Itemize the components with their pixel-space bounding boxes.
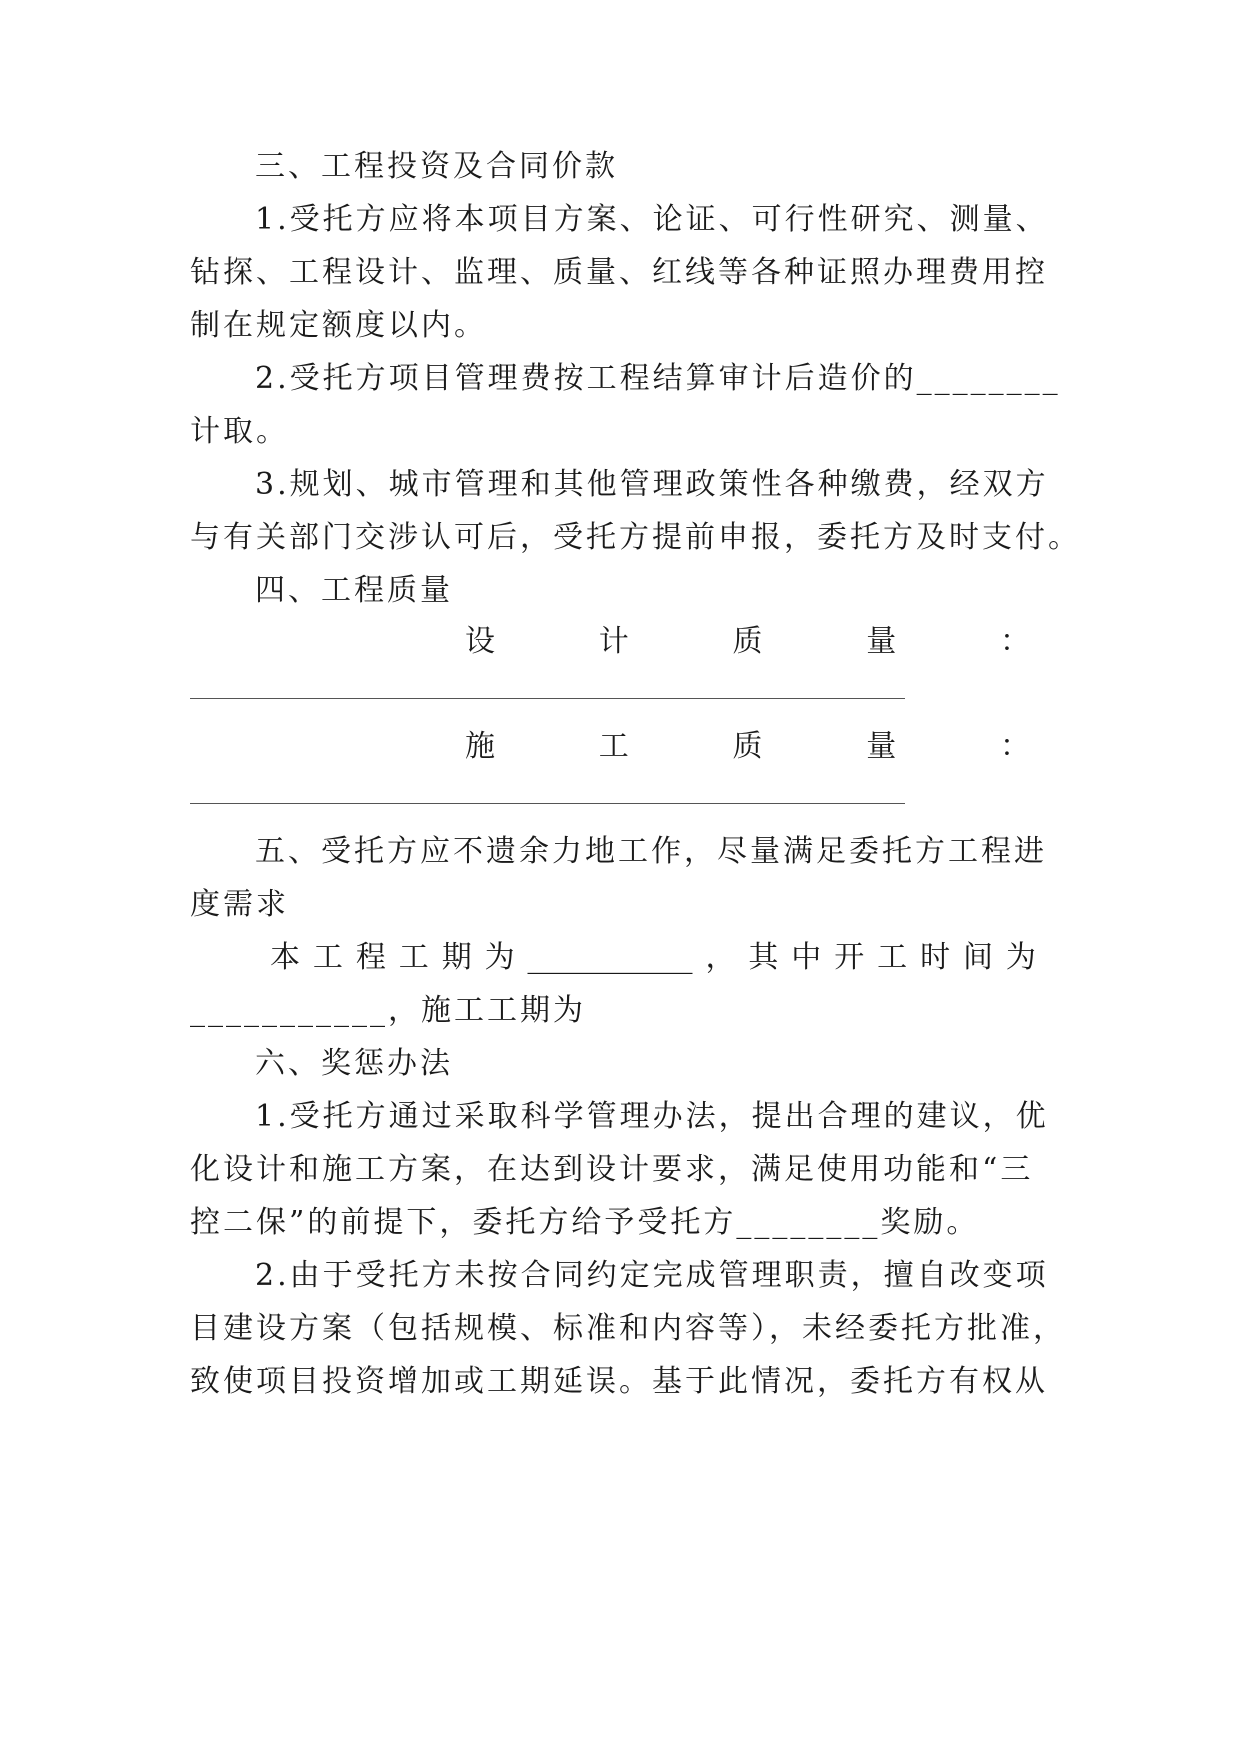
- design-quality-label: [465, 622, 1030, 662]
- section-6-item-1-line-2: 化设计和施工方案，在达到设计要求，满足使用功能和“三: [190, 1152, 1034, 1187]
- construction-quality-char: 质: [732, 729, 763, 764]
- section-3-item-2-line-2: 计取。: [190, 414, 289, 449]
- section-5-line-2: 度需求: [190, 887, 289, 922]
- period-char: 工: [877, 940, 908, 975]
- period-char: 为: [484, 940, 515, 975]
- period-char: 本: [270, 940, 300, 975]
- section-4-heading: 四、工程质量: [255, 573, 453, 608]
- design-quality-char: 设: [465, 624, 495, 659]
- period-char: 期: [441, 940, 472, 975]
- section-3-item-2-line-1: 2.受托方项目管理费按工程结算审计后造价的________: [255, 361, 1061, 396]
- section-6-item-2-line-2: 目建设方案（包括规模、标准和内容等），未经委托方批准，: [190, 1311, 1066, 1346]
- period-char: 工: [312, 940, 343, 975]
- construction-period-line-1: [270, 938, 1036, 978]
- section-3-heading: 三、工程投资及合同价款: [255, 149, 618, 184]
- construction-quality-char: 量: [866, 729, 897, 764]
- construction-quality-char: 工: [598, 729, 629, 764]
- period-char: 中: [791, 940, 822, 975]
- design-quality-blank-line: [190, 698, 905, 699]
- section-6-item-1-line-1: 1.受托方通过采取科学管理办法，提出合理的建议，优: [255, 1099, 1049, 1134]
- section-3-item-1-line-3: 制在规定额度以内。: [190, 308, 487, 343]
- design-quality-char: 质: [732, 624, 763, 659]
- section-6-item-1-line-3: 控二保”的前提下，委托方给予受托方________奖励。: [190, 1205, 980, 1240]
- section-6-heading: 六、奖惩办法: [255, 1046, 453, 1081]
- construction-quality-char: 施: [465, 729, 495, 764]
- design-quality-char: 量: [866, 624, 897, 659]
- construction-quality-label: [465, 727, 1030, 767]
- design-quality-colon: ：: [1000, 624, 1030, 659]
- section-5-line-1: 五、受托方应不遗余力地工作，尽量满足委托方工程进: [255, 834, 1047, 869]
- construction-period-line-2: ___________，施工工期为: [190, 993, 586, 1028]
- period-char: 间: [962, 940, 993, 975]
- period-char: 时: [920, 940, 951, 975]
- design-quality-char: 计: [598, 624, 629, 659]
- construction-quality-blank-line: [190, 803, 905, 804]
- section-3-item-3-line-2: 与有关部门交涉认可后，受托方提前申报，委托方及时支付。: [190, 520, 1081, 555]
- period-char: 为: [1005, 940, 1036, 975]
- section-6-item-2-line-1: 2.由于受托方未按合同约定完成管理职责，擅自改变项: [255, 1258, 1049, 1293]
- construction-quality-colon: ：: [1000, 729, 1030, 764]
- section-3-item-1-line-2: 钻探、工程设计、监理、质量、红线等各种证照办理费用控: [190, 255, 1048, 290]
- period-char: 其: [748, 940, 779, 975]
- period-char: ，: [705, 940, 736, 975]
- period-blank: ___________: [527, 940, 693, 975]
- period-char: 程: [355, 940, 386, 975]
- section-3-item-3-line-1: 3.规划、城市管理和其他管理政策性各种缴费，经双方: [255, 467, 1049, 502]
- section-3-item-1-line-1: 1.受托方应将本项目方案、论证、可行性研究、测量、: [255, 202, 1049, 237]
- period-char: 开: [834, 940, 865, 975]
- period-char: 工: [398, 940, 429, 975]
- section-6-item-2-line-3: 致使项目投资增加或工期延误。基于此情况，委托方有权从: [190, 1364, 1048, 1399]
